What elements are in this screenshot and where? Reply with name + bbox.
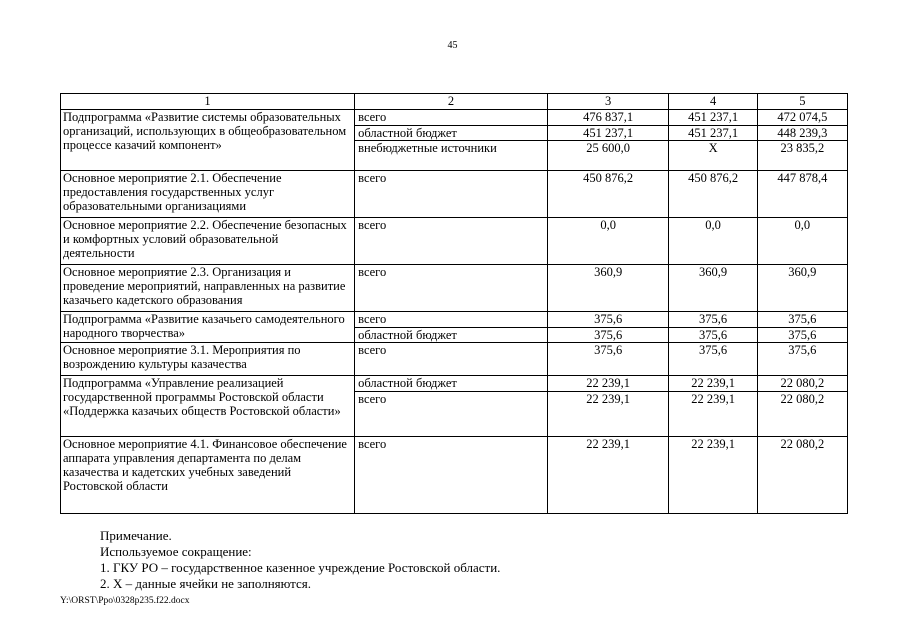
- notes-title: Примечание.: [100, 528, 172, 543]
- value-cell-col-3: [547, 171, 669, 218]
- funding-source: всего: [358, 343, 387, 357]
- row-name-cell: Основное мероприятие 2.2. Обеспечение безопасных и комфортных условий образовательной деятельности: [61, 218, 355, 265]
- value-cell-col-5: [757, 312, 847, 343]
- header-cell-4: 4: [669, 94, 757, 110]
- table-row: [61, 110, 848, 171]
- value-cell-col-4: [669, 312, 757, 343]
- amount-value: 360,9: [699, 265, 728, 279]
- value-cell-col-4: [669, 376, 757, 437]
- amount-value: 22 080,2: [780, 376, 825, 390]
- value-cell-col-3: [547, 218, 669, 265]
- table-row: [61, 437, 848, 514]
- notes-item: 1. ГКУ РО – государственное казенное учреждение Ростовской области.: [100, 560, 501, 575]
- funding-source-cell: [355, 110, 548, 171]
- header-cell-3: 3: [547, 94, 669, 110]
- value-cell-col-4: [669, 110, 757, 171]
- amount-value: 22 080,2: [780, 437, 825, 451]
- value-cell-col-3: [547, 312, 669, 343]
- amount-value: 375,6: [758, 327, 847, 342]
- amount-value: 451 237,1: [669, 125, 756, 140]
- amount-value: 360,9: [594, 265, 623, 279]
- row-name-cell: Основное мероприятие 2.3. Организация и проведение мероприятий, направленных на развитие казачьего кадетского образования: [61, 265, 355, 312]
- funding-source-cell: [355, 265, 548, 312]
- amount-value: 375,6: [594, 343, 623, 357]
- table-row: [61, 376, 848, 437]
- funding-source: всего: [355, 391, 547, 406]
- notes-section: [100, 528, 500, 592]
- amount-value: 451 237,1: [688, 110, 739, 124]
- funding-source: всего: [358, 110, 387, 124]
- table-row: [61, 265, 848, 312]
- table-row: [61, 171, 848, 218]
- amount-value: 22 239,1: [691, 376, 735, 390]
- funding-source-cell: [355, 218, 548, 265]
- amount-value: 0,0: [600, 218, 616, 232]
- amount-value: 476 837,1: [583, 110, 634, 124]
- amount-value: 22 239,1: [691, 437, 735, 451]
- table-row: [61, 343, 848, 376]
- amount-value: 375,6: [788, 312, 817, 326]
- row-name-cell: Основное мероприятие 2.1. Обеспечение предоставления государственных услуг образовательными организациями: [61, 171, 355, 218]
- amount-value: 22 239,1: [586, 437, 631, 451]
- funding-source-cell: [355, 171, 548, 218]
- value-cell-col-5: [757, 437, 847, 514]
- funding-source-cell: [355, 376, 548, 437]
- header-cell-5: 5: [757, 94, 847, 110]
- value-cell-col-5: [757, 376, 847, 437]
- budget-table: [60, 93, 848, 514]
- amount-value: 450 876,2: [583, 171, 634, 185]
- value-cell-col-4: [669, 343, 757, 376]
- amount-value: 375,6: [788, 343, 817, 357]
- value-cell-col-5: [757, 265, 847, 312]
- funding-source: всего: [358, 171, 387, 185]
- row-name-cell: Подпрограмма «Развитие казачьего самодеятельного народного творчества»: [61, 312, 355, 343]
- value-cell-col-4: [669, 171, 757, 218]
- amount-value: X: [669, 140, 756, 155]
- funding-source: областной бюджет: [355, 125, 547, 140]
- value-cell-col-3: [547, 376, 669, 437]
- header-cell-1: 1: [61, 94, 355, 110]
- amount-value: 450 876,2: [688, 171, 739, 185]
- amount-value: 22 239,1: [548, 391, 669, 406]
- funding-source: областной бюджет: [355, 327, 547, 342]
- amount-value: 25 600,0: [548, 140, 669, 155]
- value-cell-col-3: [547, 110, 669, 171]
- funding-source: всего: [358, 312, 387, 326]
- value-cell-col-5: [757, 343, 847, 376]
- amount-value: 22 239,1: [586, 376, 631, 390]
- funding-source: областной бюджет: [358, 376, 457, 390]
- amount-value: 375,6: [699, 343, 728, 357]
- amount-value: 0,0: [705, 218, 721, 232]
- funding-source-cell: [355, 312, 548, 343]
- amount-value: 375,6: [669, 327, 756, 342]
- row-name-cell: Основное мероприятие 3.1. Мероприятия по возрождению культуры казачества: [61, 343, 355, 376]
- table-row: [61, 312, 848, 343]
- amount-value: 451 237,1: [548, 125, 669, 140]
- value-cell-col-4: [669, 218, 757, 265]
- funding-source: внебюджетные источники: [355, 140, 547, 155]
- amount-value: 22 239,1: [669, 391, 756, 406]
- amount-value: 23 835,2: [758, 140, 847, 155]
- amount-value: 360,9: [788, 265, 817, 279]
- funding-source-cell: [355, 343, 548, 376]
- funding-source: всего: [358, 265, 387, 279]
- funding-source-cell: [355, 437, 548, 514]
- table-row: [61, 218, 848, 265]
- value-cell-col-3: [547, 265, 669, 312]
- header-cell-2: 2: [355, 94, 548, 110]
- row-name-cell: Основное мероприятие 4.1. Финансовое обеспечение аппарата управления департамента по делам казачества и кадетских учебных заведений Ростовской области: [61, 437, 355, 514]
- amount-value: 22 080,2: [758, 391, 847, 406]
- row-name-cell: Подпрограмма «Управление реализацией государственной программы Ростовской области «Поддержка казачьих обществ Ростовской области»: [61, 376, 355, 437]
- amount-value: 472 074,5: [777, 110, 828, 124]
- funding-source: всего: [358, 218, 387, 232]
- value-cell-col-3: [547, 437, 669, 514]
- notes-item: 2. X – данные ячейки не заполняются.: [100, 576, 312, 591]
- table-body: [61, 94, 848, 514]
- value-cell-col-3: [547, 343, 669, 376]
- value-cell-col-4: [669, 265, 757, 312]
- table-header-row: [61, 94, 848, 110]
- notes-subtitle: Используемое сокращение:: [100, 544, 252, 559]
- value-cell-col-5: [757, 171, 847, 218]
- value-cell-col-5: [757, 218, 847, 265]
- amount-value: 447 878,4: [777, 171, 828, 185]
- value-cell-col-5: [757, 110, 847, 171]
- amount-value: 448 239,3: [758, 125, 847, 140]
- amount-value: 375,6: [548, 327, 669, 342]
- value-cell-col-4: [669, 437, 757, 514]
- funding-source: всего: [358, 437, 387, 451]
- row-name-cell: Подпрограмма «Развитие системы образовательных организаций, использующих в общеобразовательном процессе казачий компонент»: [61, 110, 355, 171]
- file-path: Y:\ORST\Ppo\0328p235.f22.docx: [60, 596, 190, 606]
- amount-value: 0,0: [794, 218, 811, 232]
- amount-value: 375,6: [594, 312, 623, 326]
- amount-value: 375,6: [699, 312, 728, 326]
- page-number: 45: [447, 40, 458, 51]
